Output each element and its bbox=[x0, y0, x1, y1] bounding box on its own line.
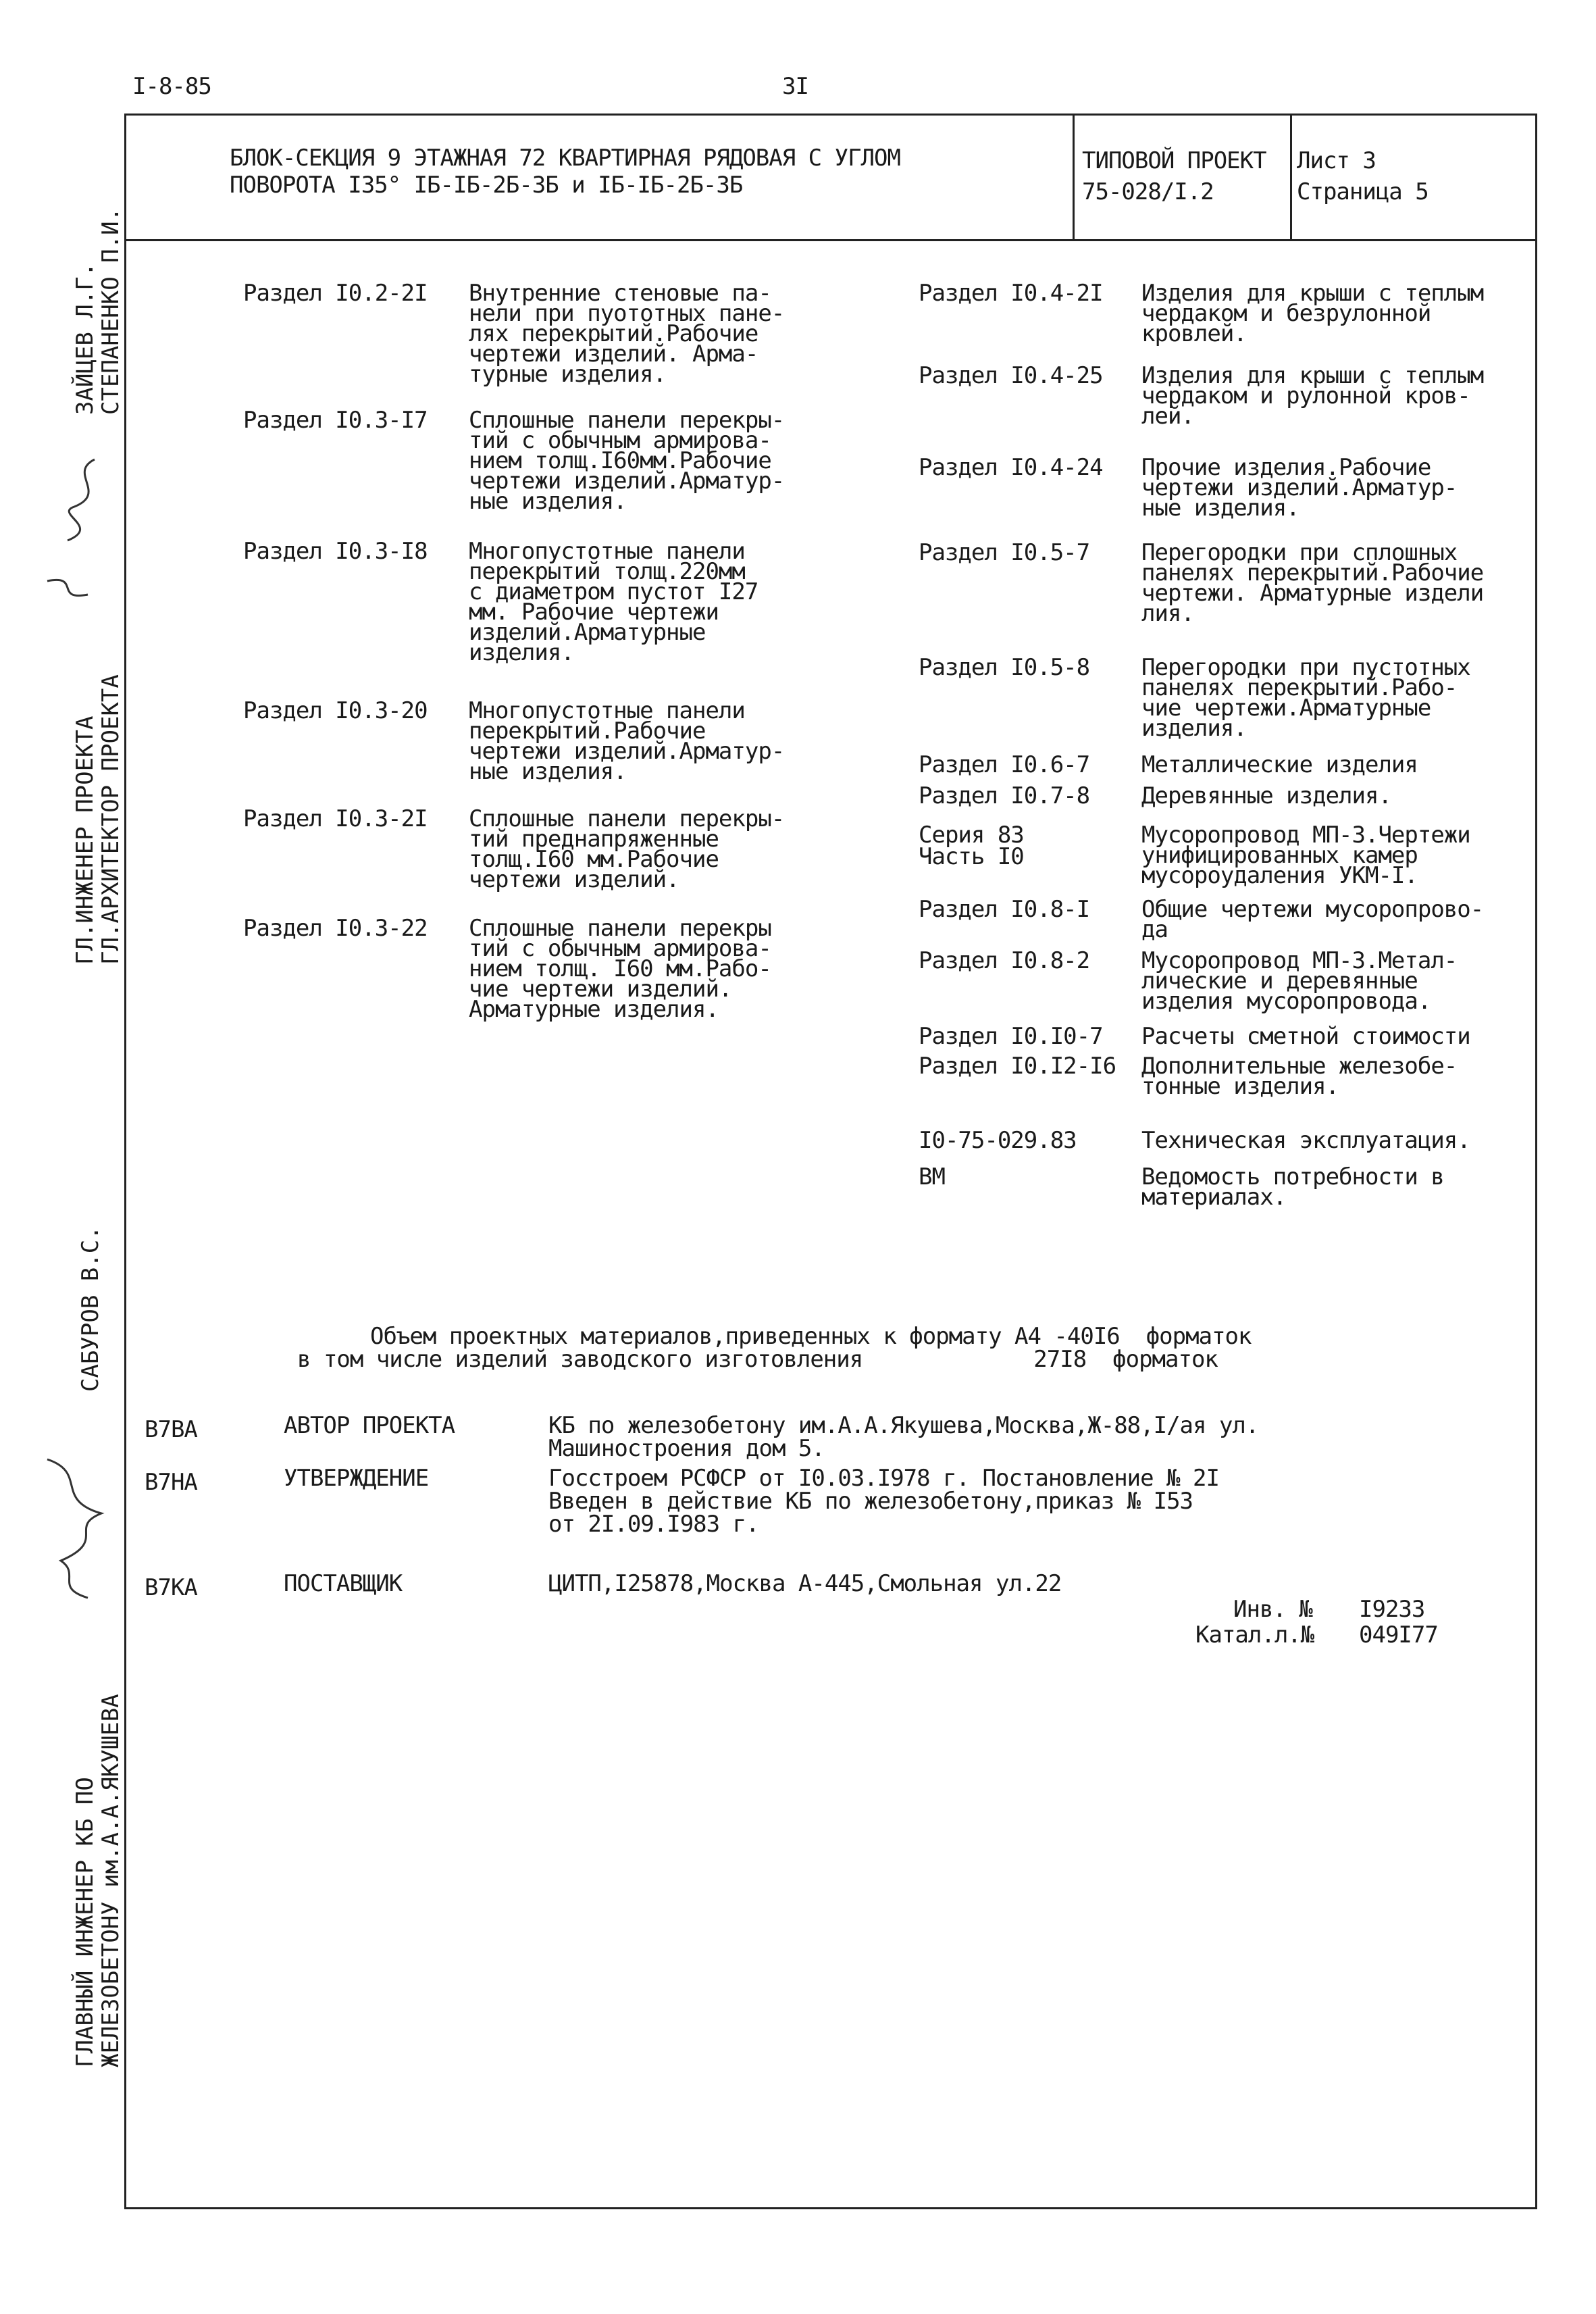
section-description-line: чие чертежи.Арматурные bbox=[1141, 695, 1431, 722]
side-name-1: ЗАЙЦЕВ Л.Г. bbox=[72, 262, 99, 415]
side-name-2: СТЕПАНЕНКО П.И. bbox=[97, 207, 124, 415]
section-description-line: лях перекрытий.Рабочие bbox=[469, 320, 758, 347]
section-ref: Раздел I0.4-24 bbox=[919, 454, 1103, 481]
section-description-line: Мусоропровод МП-3.Чертежи bbox=[1141, 822, 1470, 849]
section-description-line: Многопустотные панели bbox=[469, 697, 745, 724]
section-description-line: Деревянные изделия. bbox=[1141, 782, 1391, 809]
section-description-line: ные изделия. bbox=[1141, 495, 1299, 522]
title-divider bbox=[124, 239, 1537, 241]
project-label: ТИПОВОЙ ПРОЕКТ bbox=[1082, 147, 1266, 174]
volume-line-1: Объем проектных материалов,приведенных к формату А4 -40I6 форматок bbox=[370, 1323, 1252, 1350]
section-description-line: тий с обычным армирова- bbox=[469, 935, 771, 962]
section-ref: Раздел I0.3-22 bbox=[243, 915, 428, 942]
side-org-1: ГЛАВНЫЙ ИНЖЕНЕР КБ ПО bbox=[72, 1777, 99, 2067]
section-description-line: Расчеты сметной стоимости bbox=[1141, 1023, 1470, 1050]
section-description-line: Перегородки при сплошных bbox=[1141, 539, 1458, 566]
section-description-line: материалах. bbox=[1141, 1184, 1287, 1211]
side-name-3: САБУРОВ В.С. bbox=[77, 1226, 104, 1392]
section-description-line: Сплошные панели перекры- bbox=[469, 407, 785, 434]
section-ref: Раздел I0.8-I bbox=[919, 896, 1090, 923]
section-description-line: ные изделия. bbox=[469, 758, 627, 785]
section-description-line: изделия. bbox=[1141, 715, 1247, 742]
section-ref: Раздел I0.I0-7 bbox=[919, 1023, 1103, 1050]
section-description-line: изделий.Арматурные bbox=[469, 619, 706, 646]
section-description-line: Техническая эксплуатация. bbox=[1141, 1127, 1470, 1154]
title-col-divider-1 bbox=[1073, 114, 1075, 241]
section-ref: Раздел I0.I2-I6 bbox=[919, 1053, 1116, 1080]
section-description-line: нели при пуототных пане- bbox=[469, 300, 785, 327]
title-line-2: ПОВОРОТА I35° IБ-IБ-2Б-3Б и IБ-IБ-2Б-3Б bbox=[230, 172, 743, 199]
section-description-line: лей. bbox=[1141, 403, 1194, 430]
section-description-line: Сплошные панели перекры- bbox=[469, 805, 785, 832]
section-ref: I0-75-029.83 bbox=[919, 1127, 1077, 1154]
info-label: УТВЕРЖДЕНИЕ bbox=[284, 1465, 429, 1492]
section-ref: Раздел I0.4-25 bbox=[919, 362, 1103, 389]
info-value-line: Госстроем РСФСР от I0.03.I978 г. Постановление № 2I bbox=[548, 1465, 1219, 1492]
info-label: АВТОР ПРОЕКТА bbox=[284, 1412, 455, 1439]
section-description-line: мусороудаления УКМ-I. bbox=[1141, 862, 1418, 889]
section-ref: Раздел I0.3-2I bbox=[243, 805, 428, 832]
info-value-line: ЦИТП,I25878,Москва А-445,Смольная ул.22 bbox=[548, 1570, 1062, 1597]
section-description-line: тий преднапряженные bbox=[469, 826, 719, 853]
section-ref: Раздел I0.6-7 bbox=[919, 751, 1090, 778]
section-description-line: с диаметром пустот I27 bbox=[469, 578, 758, 605]
info-value-line: от 2I.09.I983 г. bbox=[548, 1511, 759, 1538]
info-code: В7ВА bbox=[145, 1416, 197, 1443]
sheet-number: Лист 3 bbox=[1297, 147, 1376, 174]
section-description-line: чие чертежи изделий. bbox=[469, 976, 732, 1003]
section-description-line: да bbox=[1141, 916, 1168, 943]
section-ref: Раздел I0.4-2I bbox=[919, 280, 1103, 307]
section-description-line: изделия. bbox=[469, 639, 574, 666]
section-description-line: ные изделия. bbox=[469, 488, 627, 515]
section-description-line: Арматурные изделия. bbox=[469, 996, 719, 1023]
section-description-line: нием толщ.I60мм.Рабочие bbox=[469, 447, 771, 474]
section-description-line: панелях перекрытий.Рабо- bbox=[1141, 674, 1458, 701]
section-description-line: Сплошные панели перекры bbox=[469, 915, 771, 942]
section-description-line: лические и деревянные bbox=[1141, 967, 1418, 995]
section-description-line: чердаком и безрулонной bbox=[1141, 300, 1431, 327]
section-description-line: чертежи изделий.Арматур- bbox=[469, 468, 785, 495]
section-description-line: Изделия для крыши с теплым bbox=[1141, 280, 1484, 307]
catalog-number: 049I77 bbox=[1359, 1621, 1438, 1649]
section-ref: Серия 83 Часть I0 bbox=[919, 822, 1024, 870]
volume-line-2: в том числе изделий заводского изготовления 27I8 форматок bbox=[297, 1346, 1218, 1373]
section-description-line: панелях перекрытий.Рабочие bbox=[1141, 559, 1484, 586]
section-description-line: Металлические изделия bbox=[1141, 751, 1418, 778]
section-ref: Раздел I0.3-20 bbox=[243, 697, 428, 724]
section-ref: Раздел I0.5-8 bbox=[919, 654, 1090, 681]
section-description-line: Многопустотные панели bbox=[469, 538, 745, 565]
inventory-number: I9233 bbox=[1359, 1596, 1425, 1623]
document-code: I-8-85 bbox=[132, 73, 211, 100]
section-description-line: Общие чертежи мусоропрово- bbox=[1141, 896, 1484, 923]
section-description-line: чертежи изделий. bbox=[469, 866, 679, 893]
info-label: ПОСТАВЩИК bbox=[284, 1570, 403, 1597]
side-org-2: ЖЕЛЕЗОБЕТОНУ им.А.А.ЯКУШЕВА bbox=[97, 1694, 124, 2067]
section-ref: ВМ bbox=[919, 1163, 945, 1190]
info-code: В7НА bbox=[145, 1469, 197, 1496]
section-ref: Раздел I0.2-2I bbox=[243, 280, 428, 307]
info-value-line: Введен в действие КБ по железобетону,приказ № I53 bbox=[548, 1488, 1193, 1515]
title-col-divider-2 bbox=[1290, 114, 1292, 241]
section-description-line: перекрытий.Рабочие bbox=[469, 718, 706, 745]
section-description-line: Ведомость потребности в bbox=[1141, 1163, 1444, 1190]
section-description-line: кровлей. bbox=[1141, 320, 1247, 347]
section-description-line: Внутренние стеновые па- bbox=[469, 280, 771, 307]
section-ref: Раздел I0.3-I8 bbox=[243, 538, 428, 565]
section-description-line: Изделия для крыши с теплым bbox=[1141, 362, 1484, 389]
page-number: 3I bbox=[782, 73, 808, 100]
section-description-line: турные изделия. bbox=[469, 361, 667, 388]
section-description-line: лия. bbox=[1141, 600, 1194, 627]
side-role-1: ГЛ.ИНЖЕНЕР ПРОЕКТА bbox=[72, 715, 99, 965]
section-ref: Раздел I0.3-I7 bbox=[243, 407, 428, 434]
signature-2 bbox=[27, 1432, 122, 1608]
section-description-line: изделия мусоропровода. bbox=[1141, 988, 1431, 1015]
section-description-line: чертежи изделий.Арматур- bbox=[469, 738, 785, 765]
section-description-line: унифицированных камер bbox=[1141, 842, 1418, 869]
section-description-line: мм. Рабочие чертежи bbox=[469, 599, 719, 626]
side-role-2: ГЛ.АРХИТЕКТОР ПРОЕКТА bbox=[97, 674, 124, 965]
catalog-label: Катал.л.№ bbox=[1195, 1621, 1314, 1649]
section-ref: Раздел I0.7-8 bbox=[919, 782, 1090, 809]
project-number: 75-028/I.2 bbox=[1082, 178, 1214, 205]
section-description-line: тий с обычным армирова- bbox=[469, 427, 771, 454]
info-value-line: КБ по железобетону им.А.А.Якушева,Москва,Ж-88,I/ая ул. bbox=[548, 1412, 1259, 1439]
section-description-line: толщ.I60 мм.Рабочие bbox=[469, 846, 719, 873]
page-label: Страница 5 bbox=[1297, 178, 1428, 205]
section-description-line: чертежи. Арматурные издели bbox=[1141, 580, 1484, 607]
section-description-line: Прочие изделия.Рабочие bbox=[1141, 454, 1431, 481]
section-description-line: чертежи изделий.Арматур- bbox=[1141, 474, 1458, 501]
inventory-label: Инв. № bbox=[1233, 1596, 1312, 1623]
section-description-line: нием толщ. I60 мм.Рабо- bbox=[469, 955, 771, 982]
section-description-line: Дополнительные железобе- bbox=[1141, 1053, 1458, 1080]
signature-1 bbox=[27, 446, 115, 622]
info-code: В7КА bbox=[145, 1574, 197, 1601]
section-description-line: Мусоропровод МП-3.Метал- bbox=[1141, 947, 1458, 974]
section-ref: Раздел I0.8-2 bbox=[919, 947, 1090, 974]
section-description-line: тонные изделия. bbox=[1141, 1073, 1339, 1100]
section-description-line: Перегородки при пустотных bbox=[1141, 654, 1470, 681]
title-line-1: БЛОК-СЕКЦИЯ 9 ЭТАЖНАЯ 72 КВАРТИРНАЯ РЯДОВАЯ С УГЛОМ bbox=[230, 145, 900, 172]
section-description-line: чердаком и рулонной кров- bbox=[1141, 382, 1470, 409]
section-ref: Раздел I0.5-7 bbox=[919, 539, 1090, 566]
info-value-line: Машиностроения дом 5. bbox=[548, 1435, 825, 1462]
section-description-line: перекрытий толщ.220мм bbox=[469, 558, 745, 585]
section-description-line: чертежи изделий. Арма- bbox=[469, 341, 758, 368]
